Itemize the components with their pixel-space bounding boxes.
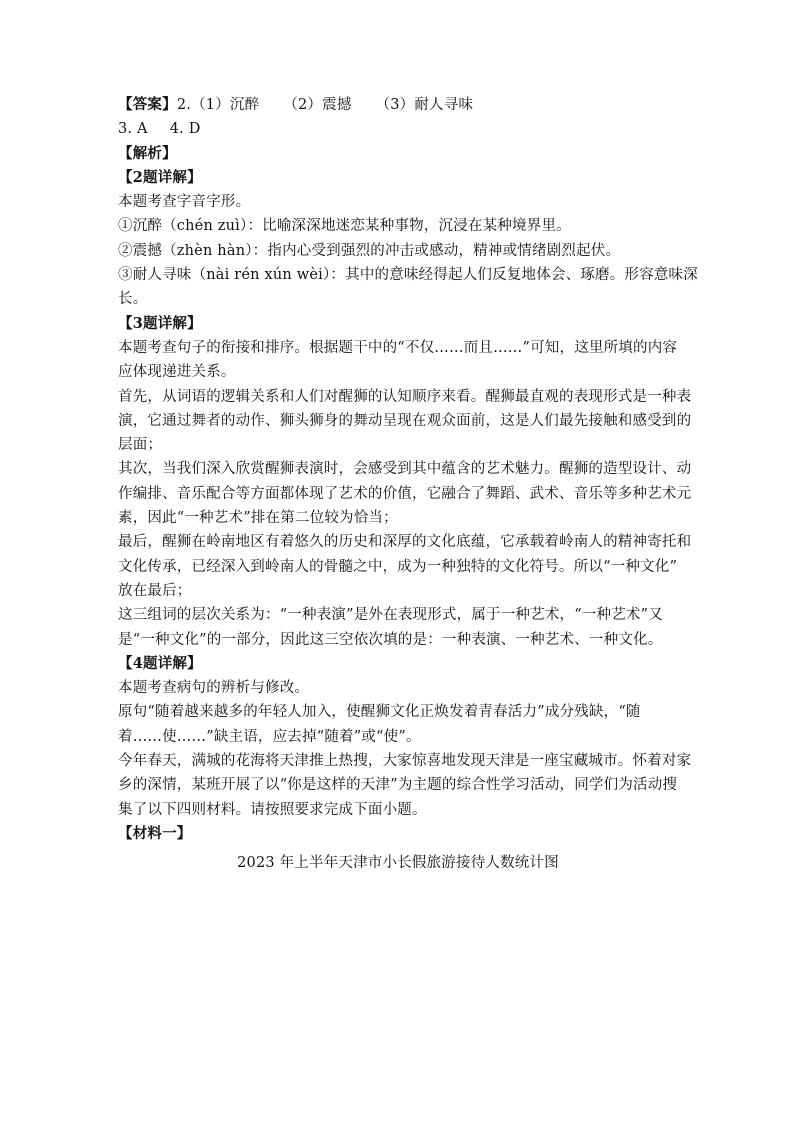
q3-p1b: 应体现递进关系。 — [118, 364, 236, 381]
passage-p1c: 集了以下四则材料。请按照要求完成下面小题。 — [118, 801, 427, 818]
q2-line-2: ②震撼（zhèn hàn）：指内心受到强烈的冲击或感动，精神或情绪剧烈起伏。 — [118, 242, 621, 259]
q2-heading: 【2题详解】 — [118, 168, 202, 186]
q2-intro: 本题考查字音字形。 — [118, 194, 251, 211]
q3-p4c: 放在最后； — [118, 582, 192, 599]
q2-line-3b: 长。 — [118, 291, 148, 308]
answer-q2-item1: （1）沉醉 — [191, 97, 260, 113]
q4-p1a: 原句“随着越来越多的年轻人加入，使醒狮文化正焕发着青春活力”成分残缺，“随 — [118, 704, 641, 721]
q3-p4a: 最后，醒狮在岭南地区有着悠久的历史和深厚的文化底蕴，它承载着岭南人的精神寄托和 — [118, 534, 692, 551]
q3-p2a: 首先，从词语的逻辑关系和人们对醒狮的认知顺序来看。醒狮最直观的表现形式是一种表 — [118, 388, 692, 405]
document-content — [118, 93, 698, 876]
q3-p3a: 其次，当我们深入欣赏醒狮表演时，会感受到其中蕴含的艺术魅力。醒狮的造型设计、动 — [118, 461, 692, 478]
q4-heading: 【4题详解】 — [118, 654, 202, 672]
q3-p1a: 本题考查句子的衔接和排序。根据题干中的“不仅……而且……”可知，这里所填的内容 — [118, 339, 678, 356]
q4-p1b: 着……使……”缺主语，应去掉“随着”或“使”。 — [118, 728, 421, 745]
analysis-heading: 【解析】 — [118, 144, 177, 162]
answer-q3: 3. A — [118, 121, 148, 138]
answer-line-2 — [118, 117, 678, 141]
material-heading: 【材料一】 — [118, 824, 192, 842]
answer-q4: 4. D — [169, 121, 201, 138]
answer-q2-item2: （2）震撼 — [283, 97, 352, 113]
q3-p5b: 是“一种文化”的一部分，因此这三空依次填的是：一种表演、一种艺术、一种文化。 — [118, 631, 663, 648]
q2-line-3a: ③耐人寻味（nài rén xún wèi）：其中的意味经得起人们反复地体会、琢磨。形容意味深 — [118, 267, 698, 284]
q3-p2c: 层面； — [118, 437, 163, 454]
q3-p3b: 作编排、音乐配合等方面都体现了艺术的价值，它融合了舞蹈、武术、音乐等多种艺术元 — [118, 485, 692, 502]
figure-title: 2023 年上半年天津市小长假旅游接待人数统计图 — [237, 855, 559, 872]
answer-q2-item3: （3）耐人寻味 — [375, 97, 474, 113]
passage-p1a: 今年春天，满城的花海将天津推上热搜，大家惊喜地发现天津是一座宝藏城市。怀着对家 — [118, 753, 692, 770]
passage-p1b: 乡的深情，某班开展了以“你是这样的天津”为主题的综合性学习活动，同学们为活动搜 — [118, 777, 678, 794]
answer-label: 【答案】 — [118, 96, 177, 113]
q4-intro: 本题考查病句的辨析与修改。 — [118, 680, 310, 697]
q3-p3c: 素，因此“一种艺术”排在第二位较为恰当； — [118, 510, 398, 527]
q3-p2b: 演，它通过舞者的动作、狮头狮身的舞动呈现在观众面前，这是人们最先接触和感受到的 — [118, 412, 692, 429]
q3-p4b: 文化传承，已经深入到岭南人的骨髓之中，成为一种独特的文化符号。所以“一种文化” — [118, 558, 678, 575]
q3-heading: 【3题详解】 — [118, 314, 202, 332]
answer-q2-prefix: 2. — [176, 97, 192, 113]
answer-line — [118, 93, 678, 117]
q2-line-1: ①沉醉（chén zuì）：比喻深深地迷恋某种事物，沉浸在某种境界里。 — [118, 218, 571, 235]
q3-p5a: 这三组词的层次关系为：“一种表演”是外在表现形式，属于一种艺术，“一种艺术”又 — [118, 607, 663, 624]
